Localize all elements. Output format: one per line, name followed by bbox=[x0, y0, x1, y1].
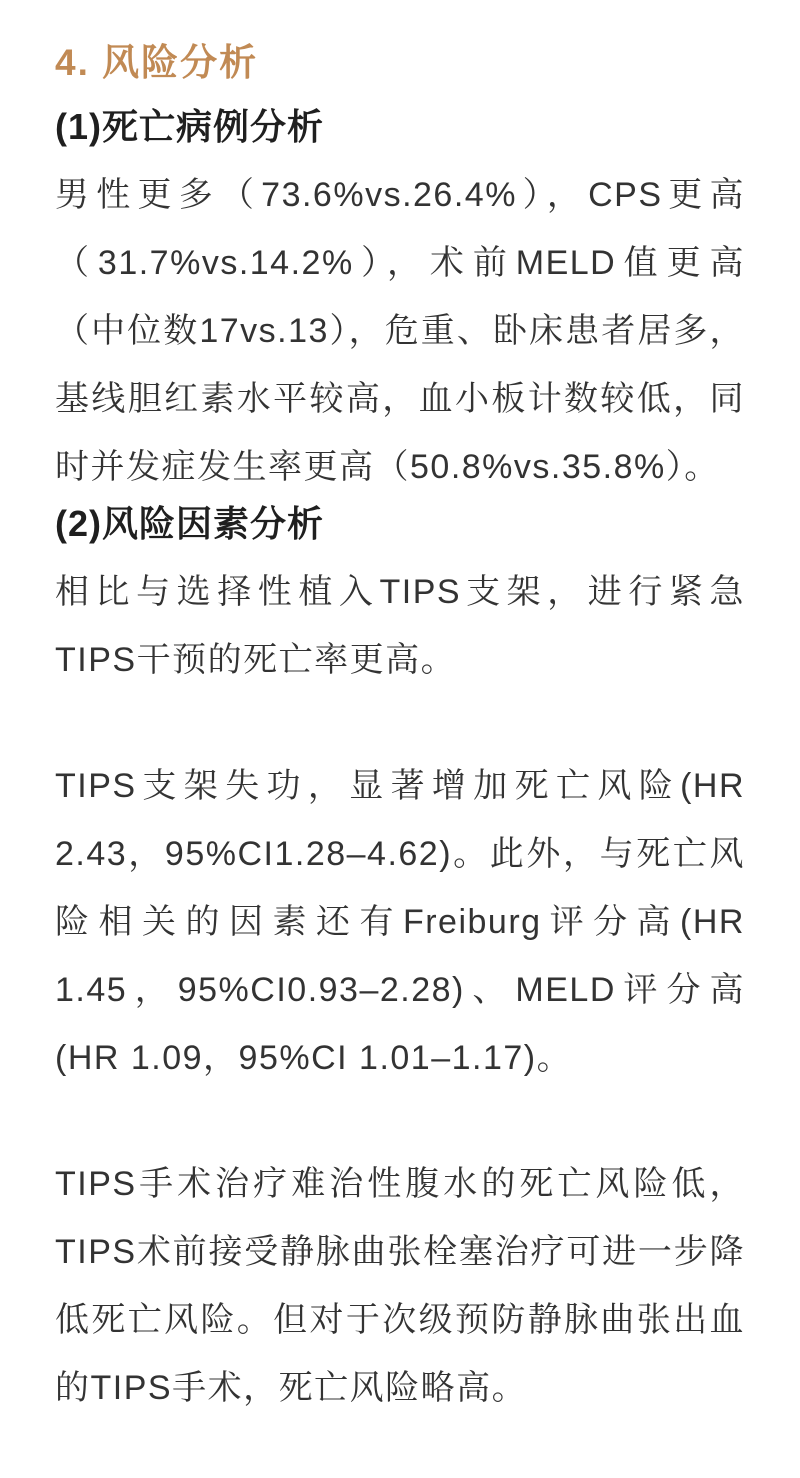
section-title: 4. 风险分析 bbox=[55, 42, 259, 83]
paragraph-refractory-ascites-risk: TIPS手术治疗难治性腹水的死亡风险低，TIPS术前接受静脉曲张栓塞治疗可进一步降低死亡风险。但对于次级预防静脉曲张出血的TIPS手术，死亡风险略高。 bbox=[55, 1164, 745, 1407]
paragraph-stent-dysfunction-hr: TIPS支架失功，显著增加死亡风险(HR 2.43，95%CI1.28–4.62)。此外，与死亡风险相关的因素还有Freiburg评分高(HR 1.45，95%CI0.93–2.28)、MELD评分高(HR 1.09，95%CI 1.01–1.17)。 bbox=[55, 766, 745, 1077]
subsection-heading-risk-factors: (2)风险因素分析 bbox=[55, 503, 324, 545]
subsection-heading-death-cases: (1)死亡病例分析 bbox=[55, 106, 324, 148]
section-death-case-analysis bbox=[55, 104, 745, 501]
paragraph-death-case-stats: 男性更多（73.6%vs.26.4%），CPS更高（31.7%vs.14.2%），术前MELD值更高（中位数17vs.13），危重、卧床患者居多，基线胆红素水平较高，血小板计数较低，同时并发症发生率更高（50.8%vs.35.8%）。 bbox=[55, 176, 745, 487]
section-risk-factor-analysis bbox=[55, 501, 745, 1422]
paragraph-emergency-tips-mortality: 相比与选择性植入TIPS支架，进行紧急TIPS干预的死亡率更高。 bbox=[55, 572, 745, 679]
